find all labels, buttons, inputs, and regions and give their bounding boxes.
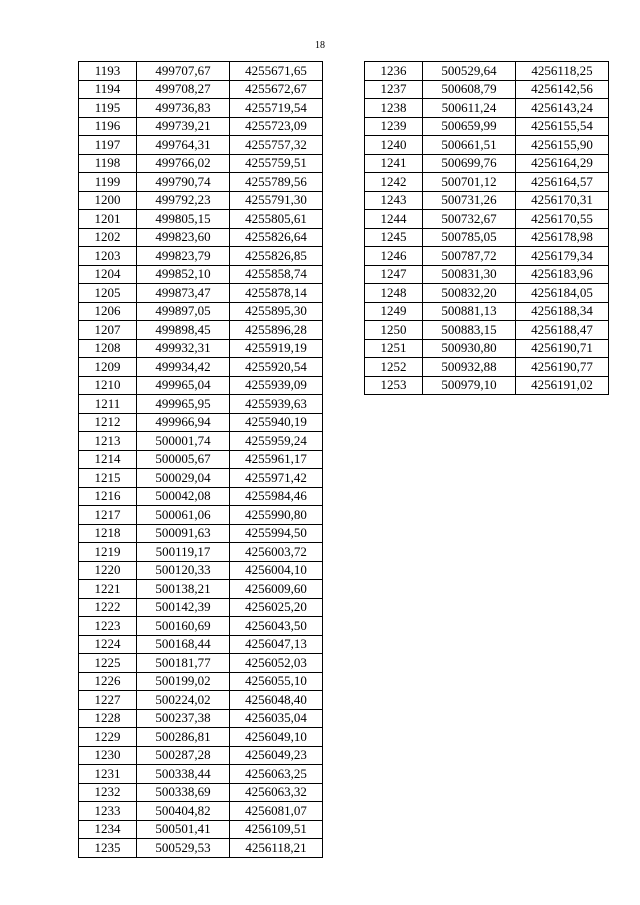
point-number-cell: 1220: [79, 561, 137, 580]
y-coordinate-cell: 4256009,60: [230, 580, 323, 599]
table-row: [79, 339, 323, 358]
y-coordinate-cell: 4255757,32: [230, 136, 323, 155]
x-coordinate-cell: 500042,08: [137, 487, 230, 506]
x-coordinate-cell: 500001,74: [137, 432, 230, 451]
table-row: [79, 413, 323, 432]
x-coordinate-cell: 500932,88: [423, 358, 516, 377]
table-row: [365, 62, 609, 81]
x-coordinate-cell: 500883,15: [423, 321, 516, 340]
y-coordinate-cell: 4255719,54: [230, 99, 323, 118]
point-number-cell: 1200: [79, 191, 137, 210]
table-row: [365, 210, 609, 229]
x-coordinate-cell: 500120,33: [137, 561, 230, 580]
y-coordinate-cell: 4256049,23: [230, 746, 323, 765]
point-number-cell: 1232: [79, 783, 137, 802]
point-number-cell: 1198: [79, 154, 137, 173]
point-number-cell: 1247: [365, 265, 423, 284]
table-row: [79, 191, 323, 210]
y-coordinate-cell: 4256049,10: [230, 728, 323, 747]
coordinates-table-right: [364, 61, 609, 395]
table-row: [79, 395, 323, 414]
point-number-cell: 1221: [79, 580, 137, 599]
x-coordinate-cell: 499932,31: [137, 339, 230, 358]
table-row: [365, 228, 609, 247]
table-row: [365, 154, 609, 173]
y-coordinate-cell: 4255959,24: [230, 432, 323, 451]
table-row: [79, 210, 323, 229]
table-row: [365, 339, 609, 358]
point-number-cell: 1242: [365, 173, 423, 192]
x-coordinate-cell: 500061,06: [137, 506, 230, 525]
y-coordinate-cell: 4256178,98: [516, 228, 609, 247]
y-coordinate-cell: 4255759,51: [230, 154, 323, 173]
x-coordinate-cell: 500404,82: [137, 802, 230, 821]
y-coordinate-cell: 4255896,28: [230, 321, 323, 340]
table-row: [79, 99, 323, 118]
y-coordinate-cell: 4256047,13: [230, 635, 323, 654]
table-row: [79, 284, 323, 303]
table-row: [365, 173, 609, 192]
table-row: [79, 469, 323, 488]
table-row: [79, 765, 323, 784]
point-number-cell: 1201: [79, 210, 137, 229]
point-number-cell: 1209: [79, 358, 137, 377]
x-coordinate-cell: 500529,53: [137, 839, 230, 858]
point-number-cell: 1206: [79, 302, 137, 321]
x-coordinate-cell: 500501,41: [137, 820, 230, 839]
y-coordinate-cell: 4256035,04: [230, 709, 323, 728]
y-coordinate-cell: 4256003,72: [230, 543, 323, 562]
table-row: [79, 728, 323, 747]
x-coordinate-cell: 500699,76: [423, 154, 516, 173]
point-number-cell: 1210: [79, 376, 137, 395]
x-coordinate-cell: 499766,02: [137, 154, 230, 173]
table-row: [365, 321, 609, 340]
table-row: [365, 80, 609, 99]
x-coordinate-cell: 499965,95: [137, 395, 230, 414]
point-number-cell: 1207: [79, 321, 137, 340]
point-number-cell: 1202: [79, 228, 137, 247]
y-coordinate-cell: 4255671,65: [230, 62, 323, 81]
table-row: [79, 691, 323, 710]
point-number-cell: 1239: [365, 117, 423, 136]
table-row: [79, 524, 323, 543]
point-number-cell: 1246: [365, 247, 423, 266]
table-row: [365, 302, 609, 321]
x-coordinate-cell: 500659,99: [423, 117, 516, 136]
point-number-cell: 1245: [365, 228, 423, 247]
y-coordinate-cell: 4255994,50: [230, 524, 323, 543]
point-number-cell: 1228: [79, 709, 137, 728]
point-number-cell: 1230: [79, 746, 137, 765]
y-coordinate-cell: 4255919,19: [230, 339, 323, 358]
point-number-cell: 1217: [79, 506, 137, 525]
point-number-cell: 1218: [79, 524, 137, 543]
point-number-cell: 1225: [79, 654, 137, 673]
table-row: [79, 62, 323, 81]
table-row: [79, 117, 323, 136]
x-coordinate-cell: 499805,15: [137, 210, 230, 229]
x-coordinate-cell: 500731,26: [423, 191, 516, 210]
table-row: [79, 635, 323, 654]
y-coordinate-cell: 4256109,51: [230, 820, 323, 839]
point-number-cell: 1251: [365, 339, 423, 358]
table-row: [79, 561, 323, 580]
table-row: [79, 839, 323, 858]
y-coordinate-cell: 4256063,25: [230, 765, 323, 784]
x-coordinate-cell: 500168,44: [137, 635, 230, 654]
y-coordinate-cell: 4256179,34: [516, 247, 609, 266]
table-row: [79, 321, 323, 340]
point-number-cell: 1234: [79, 820, 137, 839]
table-row: [79, 487, 323, 506]
y-coordinate-cell: 4255990,80: [230, 506, 323, 525]
point-number-cell: 1253: [365, 376, 423, 395]
x-coordinate-cell: 499965,04: [137, 376, 230, 395]
table-row: [79, 783, 323, 802]
table-row: [79, 506, 323, 525]
table-row: [79, 543, 323, 562]
point-number-cell: 1227: [79, 691, 137, 710]
coordinates-table-left: [78, 61, 323, 858]
x-coordinate-cell: 500119,17: [137, 543, 230, 562]
table-row: [79, 247, 323, 266]
x-coordinate-cell: 499764,31: [137, 136, 230, 155]
table-row: [79, 654, 323, 673]
point-number-cell: 1235: [79, 839, 137, 858]
y-coordinate-cell: 4255672,67: [230, 80, 323, 99]
x-coordinate-cell: 499897,05: [137, 302, 230, 321]
table-row: [79, 173, 323, 192]
table-row: [79, 136, 323, 155]
x-coordinate-cell: 500661,51: [423, 136, 516, 155]
table-row: [79, 450, 323, 469]
y-coordinate-cell: 4256188,47: [516, 321, 609, 340]
x-coordinate-cell: 499792,23: [137, 191, 230, 210]
table-row: [365, 358, 609, 377]
point-number-cell: 1224: [79, 635, 137, 654]
y-coordinate-cell: 4256118,25: [516, 62, 609, 81]
x-coordinate-cell: 500608,79: [423, 80, 516, 99]
table-row: [79, 80, 323, 99]
y-coordinate-cell: 4255984,46: [230, 487, 323, 506]
point-number-cell: 1199: [79, 173, 137, 192]
y-coordinate-cell: 4255791,30: [230, 191, 323, 210]
x-coordinate-cell: 500787,72: [423, 247, 516, 266]
y-coordinate-cell: 4255789,56: [230, 173, 323, 192]
point-number-cell: 1233: [79, 802, 137, 821]
table-row: [365, 191, 609, 210]
y-coordinate-cell: 4255895,30: [230, 302, 323, 321]
y-coordinate-cell: 4255805,61: [230, 210, 323, 229]
y-coordinate-cell: 4256143,24: [516, 99, 609, 118]
point-number-cell: 1208: [79, 339, 137, 358]
y-coordinate-cell: 4256048,40: [230, 691, 323, 710]
x-coordinate-cell: 499823,79: [137, 247, 230, 266]
y-coordinate-cell: 4255723,09: [230, 117, 323, 136]
x-coordinate-cell: 500160,69: [137, 617, 230, 636]
x-coordinate-cell: 499823,60: [137, 228, 230, 247]
point-number-cell: 1194: [79, 80, 137, 99]
y-coordinate-cell: 4255858,74: [230, 265, 323, 284]
x-coordinate-cell: 500338,69: [137, 783, 230, 802]
x-coordinate-cell: 500091,63: [137, 524, 230, 543]
y-coordinate-cell: 4256164,29: [516, 154, 609, 173]
table-row: [79, 228, 323, 247]
point-number-cell: 1213: [79, 432, 137, 451]
x-coordinate-cell: 500529,64: [423, 62, 516, 81]
y-coordinate-cell: 4256190,77: [516, 358, 609, 377]
table-row: [79, 617, 323, 636]
x-coordinate-cell: 500832,20: [423, 284, 516, 303]
y-coordinate-cell: 4256052,03: [230, 654, 323, 673]
x-coordinate-cell: 500338,44: [137, 765, 230, 784]
point-number-cell: 1219: [79, 543, 137, 562]
y-coordinate-cell: 4256184,05: [516, 284, 609, 303]
x-coordinate-cell: 500199,02: [137, 672, 230, 691]
y-coordinate-cell: 4256025,20: [230, 598, 323, 617]
point-number-cell: 1204: [79, 265, 137, 284]
y-coordinate-cell: 4256081,07: [230, 802, 323, 821]
point-number-cell: 1237: [365, 80, 423, 99]
y-coordinate-cell: 4256164,57: [516, 173, 609, 192]
table-row: [365, 136, 609, 155]
y-coordinate-cell: 4256055,10: [230, 672, 323, 691]
point-number-cell: 1211: [79, 395, 137, 414]
point-number-cell: 1212: [79, 413, 137, 432]
y-coordinate-cell: 4255826,64: [230, 228, 323, 247]
y-coordinate-cell: 4255939,63: [230, 395, 323, 414]
point-number-cell: 1195: [79, 99, 137, 118]
point-number-cell: 1197: [79, 136, 137, 155]
point-number-cell: 1236: [365, 62, 423, 81]
y-coordinate-cell: 4256188,34: [516, 302, 609, 321]
point-number-cell: 1226: [79, 672, 137, 691]
y-coordinate-cell: 4256170,55: [516, 210, 609, 229]
point-number-cell: 1222: [79, 598, 137, 617]
point-number-cell: 1215: [79, 469, 137, 488]
table-row: [79, 580, 323, 599]
x-coordinate-cell: 499934,42: [137, 358, 230, 377]
table-row: [79, 302, 323, 321]
table-row: [79, 154, 323, 173]
x-coordinate-cell: 500881,13: [423, 302, 516, 321]
point-number-cell: 1193: [79, 62, 137, 81]
point-number-cell: 1223: [79, 617, 137, 636]
y-coordinate-cell: 4255920,54: [230, 358, 323, 377]
x-coordinate-cell: 500785,05: [423, 228, 516, 247]
point-number-cell: 1229: [79, 728, 137, 747]
x-coordinate-cell: 500237,38: [137, 709, 230, 728]
y-coordinate-cell: 4256142,56: [516, 80, 609, 99]
x-coordinate-cell: 500979,10: [423, 376, 516, 395]
point-number-cell: 1240: [365, 136, 423, 155]
table-row: [79, 432, 323, 451]
x-coordinate-cell: 500224,02: [137, 691, 230, 710]
x-coordinate-cell: 500005,67: [137, 450, 230, 469]
table-row: [365, 376, 609, 395]
x-coordinate-cell: 500732,67: [423, 210, 516, 229]
page-number: 18: [315, 40, 325, 51]
y-coordinate-cell: 4256190,71: [516, 339, 609, 358]
x-coordinate-cell: 500930,80: [423, 339, 516, 358]
y-coordinate-cell: 4256043,50: [230, 617, 323, 636]
x-coordinate-cell: 500701,12: [423, 173, 516, 192]
point-number-cell: 1252: [365, 358, 423, 377]
x-coordinate-cell: 499736,83: [137, 99, 230, 118]
y-coordinate-cell: 4255878,14: [230, 284, 323, 303]
y-coordinate-cell: 4255971,42: [230, 469, 323, 488]
x-coordinate-cell: 500611,24: [423, 99, 516, 118]
table-row: [79, 598, 323, 617]
point-number-cell: 1241: [365, 154, 423, 173]
point-number-cell: 1250: [365, 321, 423, 340]
table-row: [79, 376, 323, 395]
x-coordinate-cell: 500029,04: [137, 469, 230, 488]
y-coordinate-cell: 4256155,54: [516, 117, 609, 136]
x-coordinate-cell: 500181,77: [137, 654, 230, 673]
y-coordinate-cell: 4255939,09: [230, 376, 323, 395]
x-coordinate-cell: 500831,30: [423, 265, 516, 284]
y-coordinate-cell: 4256191,02: [516, 376, 609, 395]
x-coordinate-cell: 499898,45: [137, 321, 230, 340]
x-coordinate-cell: 499790,74: [137, 173, 230, 192]
point-number-cell: 1203: [79, 247, 137, 266]
table-row: [365, 99, 609, 118]
point-number-cell: 1216: [79, 487, 137, 506]
table-row: [79, 820, 323, 839]
table-row: [365, 247, 609, 266]
y-coordinate-cell: 4256004,10: [230, 561, 323, 580]
y-coordinate-cell: 4255826,85: [230, 247, 323, 266]
x-coordinate-cell: 500286,81: [137, 728, 230, 747]
table-row: [365, 117, 609, 136]
y-coordinate-cell: 4256118,21: [230, 839, 323, 858]
x-coordinate-cell: 500287,28: [137, 746, 230, 765]
table-row: [79, 802, 323, 821]
table-row: [79, 265, 323, 284]
y-coordinate-cell: 4256155,90: [516, 136, 609, 155]
point-number-cell: 1244: [365, 210, 423, 229]
y-coordinate-cell: 4255961,17: [230, 450, 323, 469]
y-coordinate-cell: 4256170,31: [516, 191, 609, 210]
point-number-cell: 1231: [79, 765, 137, 784]
point-number-cell: 1243: [365, 191, 423, 210]
table-row: [79, 709, 323, 728]
point-number-cell: 1248: [365, 284, 423, 303]
y-coordinate-cell: 4255940,19: [230, 413, 323, 432]
x-coordinate-cell: 499966,94: [137, 413, 230, 432]
x-coordinate-cell: 499708,27: [137, 80, 230, 99]
point-number-cell: 1249: [365, 302, 423, 321]
x-coordinate-cell: 499852,10: [137, 265, 230, 284]
x-coordinate-cell: 499739,21: [137, 117, 230, 136]
x-coordinate-cell: 500138,21: [137, 580, 230, 599]
table-row: [79, 746, 323, 765]
y-coordinate-cell: 4256063,32: [230, 783, 323, 802]
point-number-cell: 1238: [365, 99, 423, 118]
x-coordinate-cell: 499707,67: [137, 62, 230, 81]
point-number-cell: 1214: [79, 450, 137, 469]
point-number-cell: 1196: [79, 117, 137, 136]
x-coordinate-cell: 499873,47: [137, 284, 230, 303]
point-number-cell: 1205: [79, 284, 137, 303]
table-row: [365, 265, 609, 284]
table-row: [365, 284, 609, 303]
table-row: [79, 672, 323, 691]
table-row: [79, 358, 323, 377]
x-coordinate-cell: 500142,39: [137, 598, 230, 617]
y-coordinate-cell: 4256183,96: [516, 265, 609, 284]
